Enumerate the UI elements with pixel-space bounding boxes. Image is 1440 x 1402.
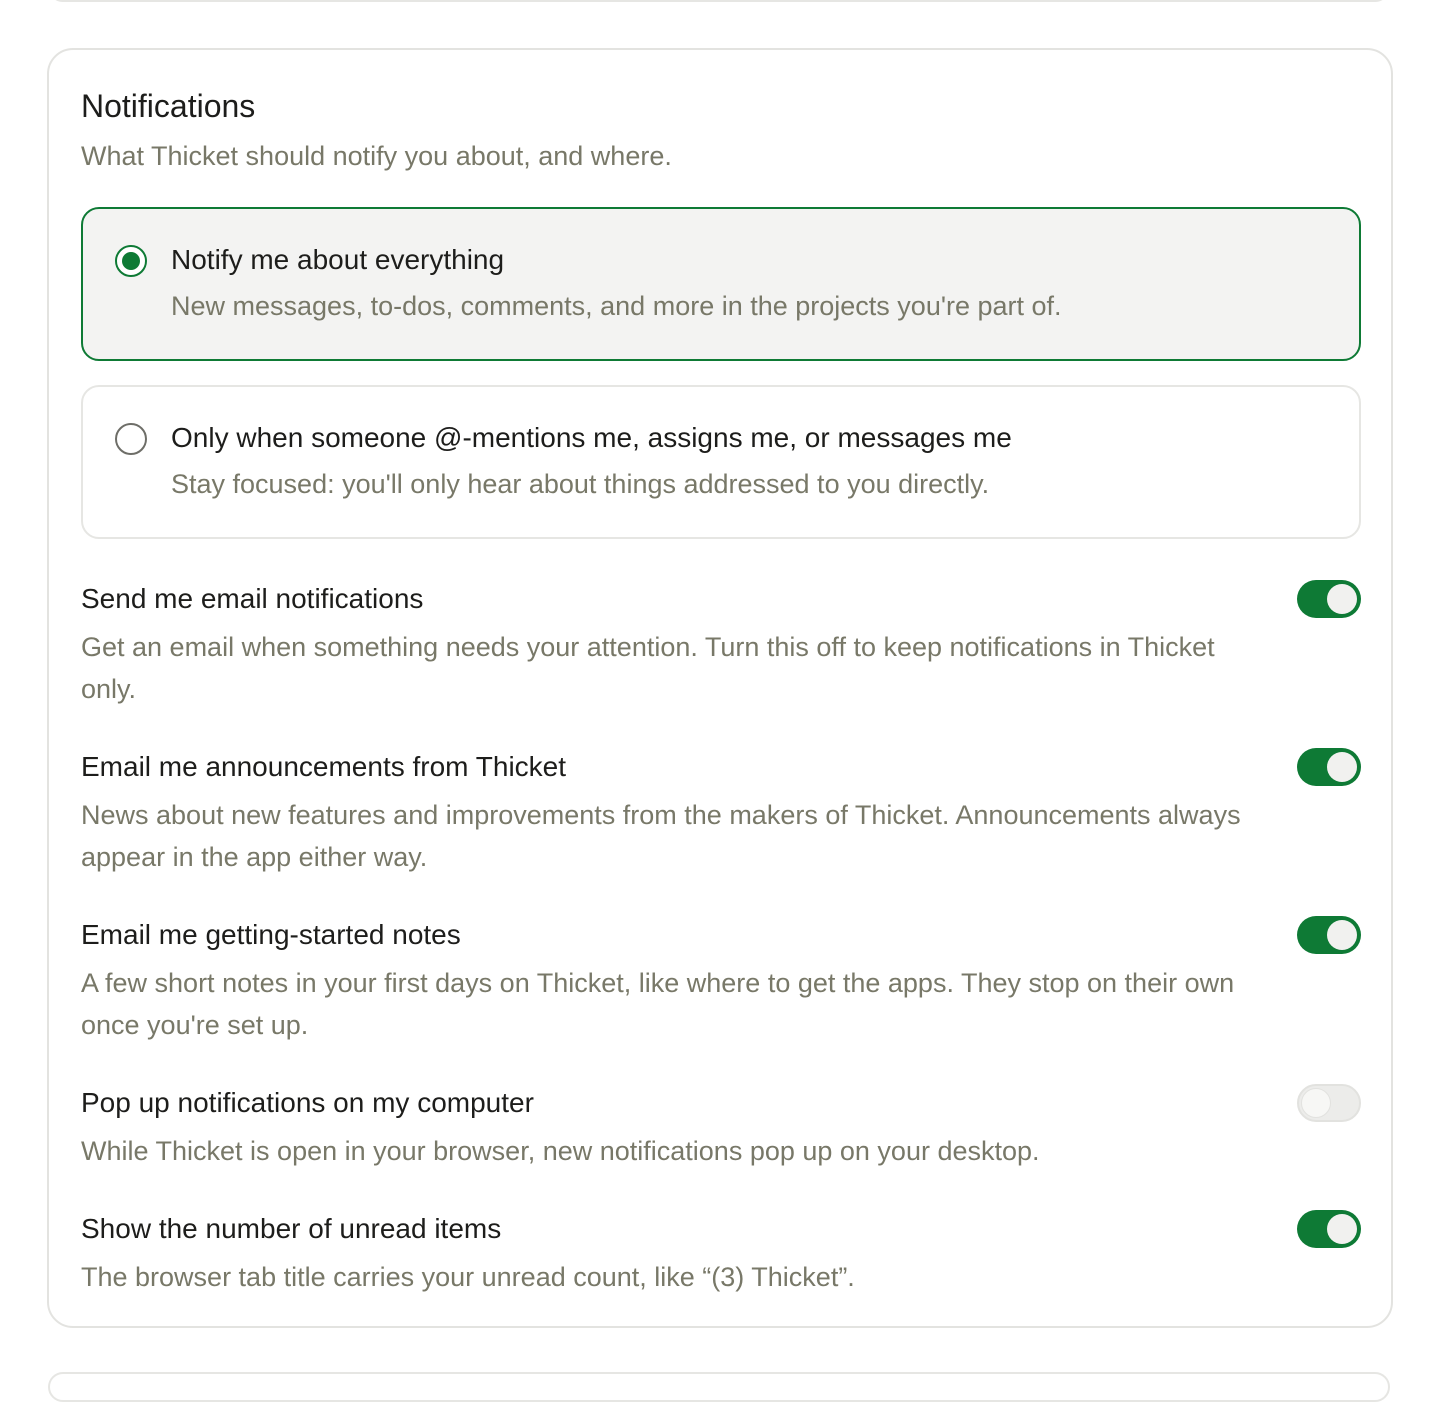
setting-description: While Thicket is open in your browser, new notifications pop up on your desktop.: [81, 1136, 1040, 1166]
option-description: Stay focused: you'll only hear about things addressed to you directly.: [171, 469, 990, 499]
notifications-card: [47, 48, 1393, 1328]
option-description: New messages, to-dos, comments, and more in the projects you're part of.: [171, 291, 1062, 321]
setting-label: Pop up notifications on my computer: [81, 1087, 534, 1118]
unread-count-toggle[interactable]: [1297, 1210, 1361, 1248]
toggle-knob: [1327, 1214, 1357, 1244]
getting-started-notes-toggle[interactable]: [1297, 916, 1361, 954]
setting-description: A few short notes in your first days on Thicket, like where to get the apps. They stop on their own once you're set up.: [81, 968, 1235, 1040]
setting-label: Send me email notifications: [81, 583, 424, 614]
email-notifications-toggle[interactable]: [1297, 580, 1361, 618]
option-only-mentions[interactable]: [81, 385, 1361, 539]
toggle-knob: [1327, 920, 1357, 950]
setting-description: News about new features and improvements from the makers of Thicket. Announcements always appear in the app either way.: [81, 800, 1241, 872]
radio-dot: [122, 252, 140, 270]
toggle-knob: [1327, 752, 1357, 782]
setting-description: The browser tab title carries your unread count, like “(3) Thicket”.: [81, 1262, 855, 1292]
option-label: Notify me about everything: [171, 244, 505, 275]
card-title: Notifications: [81, 88, 256, 124]
radio-selected-icon[interactable]: [115, 245, 147, 277]
previous-card-edge: [48, 0, 1390, 2]
email-announcements-toggle[interactable]: [1297, 748, 1361, 786]
desktop-popups-toggle[interactable]: [1297, 1084, 1361, 1122]
setting-description: Get an email when something needs your attention. Turn this off to keep notifications in Thicket only.: [81, 632, 1215, 704]
radio-unselected-icon[interactable]: [115, 423, 147, 455]
toggle-knob: [1327, 584, 1357, 614]
option-notify-everything[interactable]: [81, 207, 1361, 361]
setting-label: Email me getting-started notes: [81, 919, 461, 950]
setting-label: Email me announcements from Thicket: [81, 751, 567, 782]
option-label: Only when someone @-mentions me, assigns me, or messages me: [171, 422, 1012, 453]
toggle-knob: [1301, 1088, 1331, 1118]
setting-label: Show the number of unread items: [81, 1213, 502, 1244]
card-subtitle: What Thicket should notify you about, and where.: [81, 141, 672, 171]
next-card-edge: [48, 1372, 1390, 1402]
